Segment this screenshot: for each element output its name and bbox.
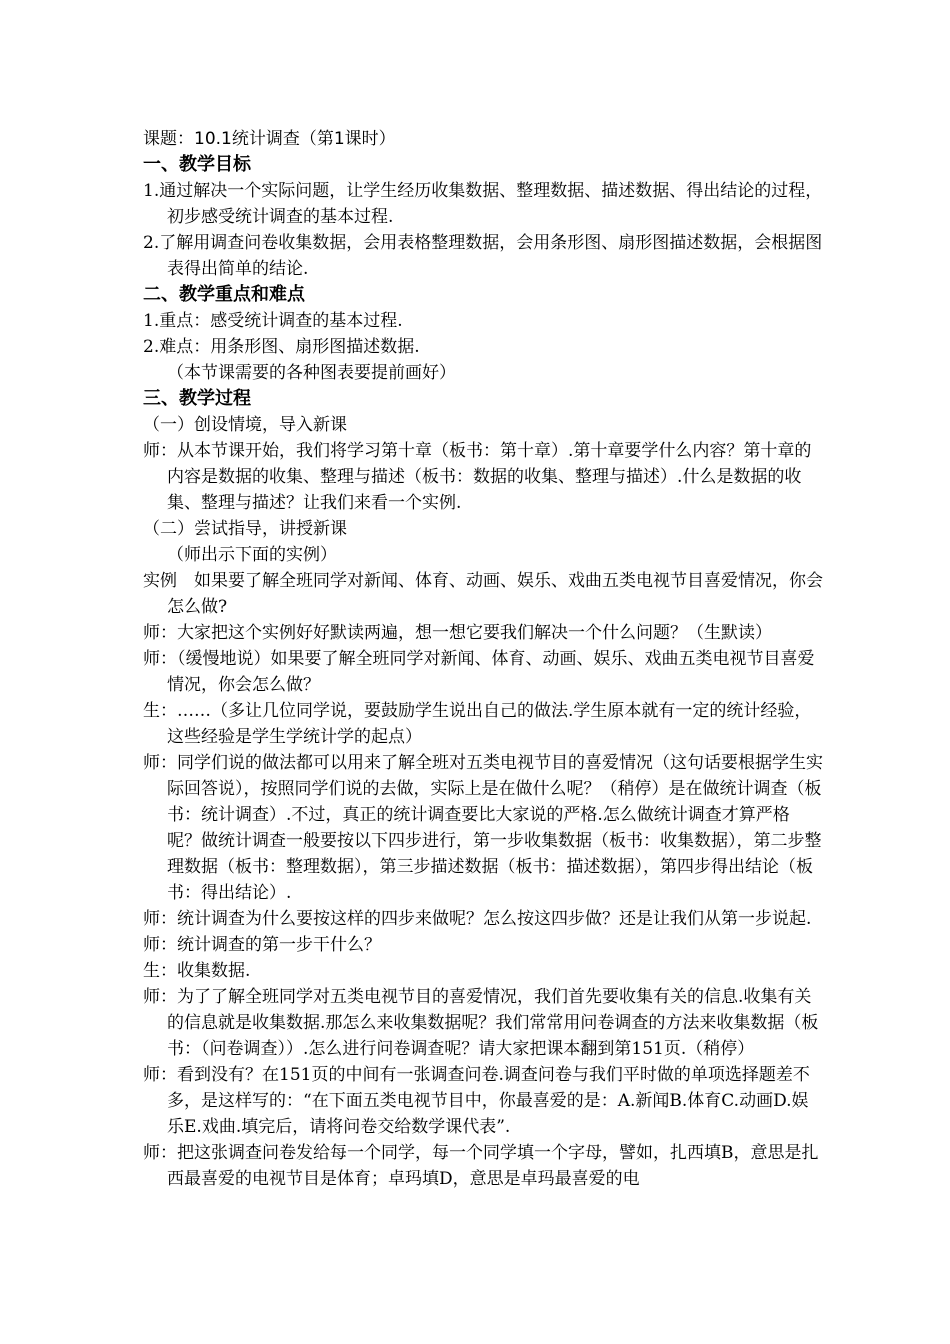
dialogue-paragraph: 师：大家把这个实例好好默读两遍，想一想它要我们解决一个什么问题？（生默读） bbox=[143, 623, 772, 643]
dialogue-paragraph: 师：统计调查为什么要按这样的四步来做呢？怎么按这四步做？还是让我们从第一步说起. bbox=[143, 909, 812, 929]
goal-item: 1.通过解决一个实际问题，让学生经历收集数据、整理数据、描述数据、得出结论的过程，初步感受统计调查的基本过程. bbox=[143, 181, 823, 227]
dialogue-paragraph: 师：看到没有？在151页的中间有一张调查问卷.调查问卷与我们平时做的单项选择题差不多，是这样写的：“在下面五类电视节目中，你最喜爱的是：A.新闻B.体育C.动画D.娱乐E.戏曲.填完后，请将问卷交给数学课代表”. bbox=[143, 1065, 810, 1137]
goal-item: 2.了解用调查问卷收集数据，会用表格整理数据，会用条形图、扇形图描述数据，会根据图表得出简单的结论. bbox=[143, 233, 823, 279]
note-text: （本节课需要的各种图表要提前画好） bbox=[167, 363, 456, 383]
dialogue-paragraph: 生：收集数据. bbox=[143, 961, 251, 981]
subsection-heading: （一）创设情境，导入新课 bbox=[143, 415, 347, 435]
section-heading-keypoints: 二、教学重点和难点 bbox=[143, 284, 305, 305]
dialogue-paragraph: 师：同学们说的做法都可以用来了解全班对五类电视节目的喜爱情况（这句话要根据学生实际回答说），按照同学们说的去做，实际上是在做什么呢？（稍停）是在做统计调查（板书：统计调查）.不过，真正的统计调查要比大家说的严格.怎么做统计调查才算严格呢？做统计调查一般要按以下四步进行，第一步收集数据（板书：收集数据），第二步整理数据（板书：整理数据），第三步描述数据（板书：描述数据），第四步得出结论（板书：得出结论）. bbox=[143, 753, 823, 903]
dialogue-paragraph: 生：……（多让几位同学说，要鼓励学生说出自己的做法.学生原本就有一定的统计经验，这些经验是学生学统计学的起点） bbox=[143, 701, 812, 747]
dialogue-paragraph: 师：为了了解全班同学对五类电视节目的喜爱情况，我们首先要收集有关的信息.收集有关的信息就是收集数据.那怎么来收集数据呢？我们常常用问卷调查的方法来收集数据（板书：（问卷调查））.怎么进行问卷调查呢？请大家把课本翻到第151页.（稍停） bbox=[143, 987, 819, 1059]
lesson-title: 课题：10.1统计调查（第1课时） bbox=[143, 129, 396, 149]
section-heading-goals: 一、教学目标 bbox=[143, 154, 251, 175]
section-heading-process: 三、教学过程 bbox=[143, 388, 251, 409]
stage-direction: （师出示下面的实例） bbox=[167, 545, 337, 565]
dialogue-paragraph: 师：从本节课开始，我们将学习第十章（板书：第十章）.第十章要学什么内容？第十章的内容是数据的收集、整理与描述（板书：数据的收集、整理与描述）.什么是数据的收集、整理与描述？让我们来看一个实例. bbox=[143, 441, 812, 513]
dialogue-paragraph: 师：统计调查的第一步干什么？ bbox=[143, 935, 381, 955]
difficulty-item: 2.难点：用条形图、扇形图描述数据. bbox=[143, 337, 420, 357]
document-page bbox=[143, 126, 823, 1192]
example-paragraph: 实例 如果要了解全班同学对新闻、体育、动画、娱乐、戏曲五类电视节目喜爱情况，你会怎么做? bbox=[143, 571, 823, 617]
key-point-item: 1.重点：感受统计调查的基本过程. bbox=[143, 311, 403, 331]
subsection-heading: （二）尝试指导，讲授新课 bbox=[143, 519, 347, 539]
dialogue-paragraph: 师：（缓慢地说）如果要了解全班同学对新闻、体育、动画、娱乐、戏曲五类电视节目喜爱情况，你会怎么做？ bbox=[143, 649, 815, 695]
dialogue-paragraph: 师：把这张调查问卷发给每一个同学，每一个同学填一个字母，譬如，扎西填B，意思是扎西最喜爱的电视节目是体育；卓玛填D，意思是卓玛最喜爱的电 bbox=[143, 1143, 819, 1189]
